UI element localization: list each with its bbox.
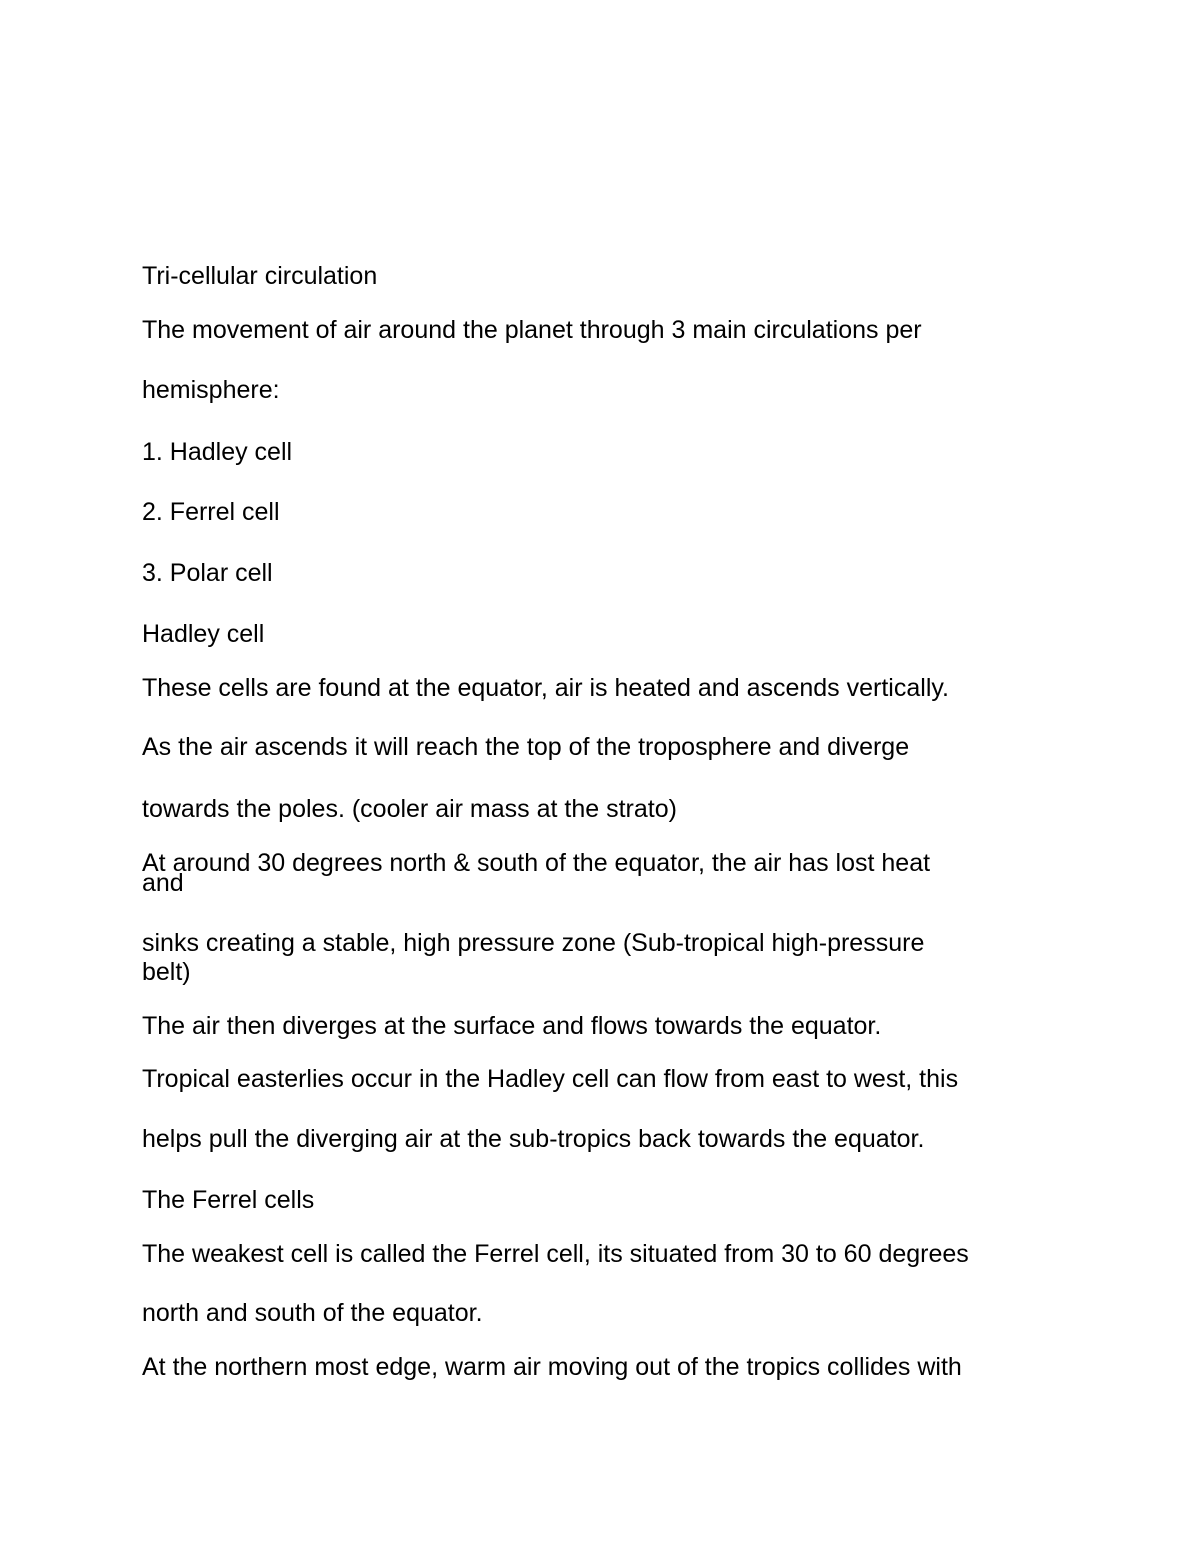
paragraph-line: At the northern most edge, warm air moving out of the tropics collides with xyxy=(142,1353,962,1381)
section-heading-ferrel: The Ferrel cells xyxy=(142,1186,315,1214)
paragraph-line: hemisphere: xyxy=(142,376,280,404)
section-heading-tri-cellular: Tri-cellular circulation xyxy=(142,262,378,290)
paragraph-line: helps pull the diverging air at the sub-tropics back towards the equator. xyxy=(142,1125,925,1153)
paragraph-line: north and south of the equator. xyxy=(142,1299,483,1327)
paragraph-line: sinks creating a stable, high pressure zone (Sub-tropical high-pressure xyxy=(142,929,925,957)
paragraph-line: These cells are found at the equator, air is heated and ascends vertically. xyxy=(142,674,949,702)
list-item-ferrel: 2. Ferrel cell xyxy=(142,498,280,526)
paragraph-line: At around 30 degrees north & south of the equator, the air has lost heat xyxy=(142,849,931,877)
paragraph-line: The weakest cell is called the Ferrel cell, its situated from 30 to 60 degrees xyxy=(142,1240,969,1268)
list-item-polar: 3. Polar cell xyxy=(142,559,273,587)
paragraph-line: As the air ascends it will reach the top of the troposphere and diverge xyxy=(142,733,910,761)
paragraph-line: and xyxy=(142,869,184,897)
list-item-hadley: 1. Hadley cell xyxy=(142,438,293,466)
paragraph-line: The air then diverges at the surface and flows towards the equator. xyxy=(142,1012,882,1040)
paragraph-line: towards the poles. (cooler air mass at the strato) xyxy=(142,795,677,823)
paragraph-line: Tropical easterlies occur in the Hadley cell can flow from east to west, this xyxy=(142,1065,959,1093)
section-heading-hadley: Hadley cell xyxy=(142,620,265,648)
paragraph-line: belt) xyxy=(142,958,191,986)
paragraph-line: The movement of air around the planet through 3 main circulations per xyxy=(142,316,922,344)
